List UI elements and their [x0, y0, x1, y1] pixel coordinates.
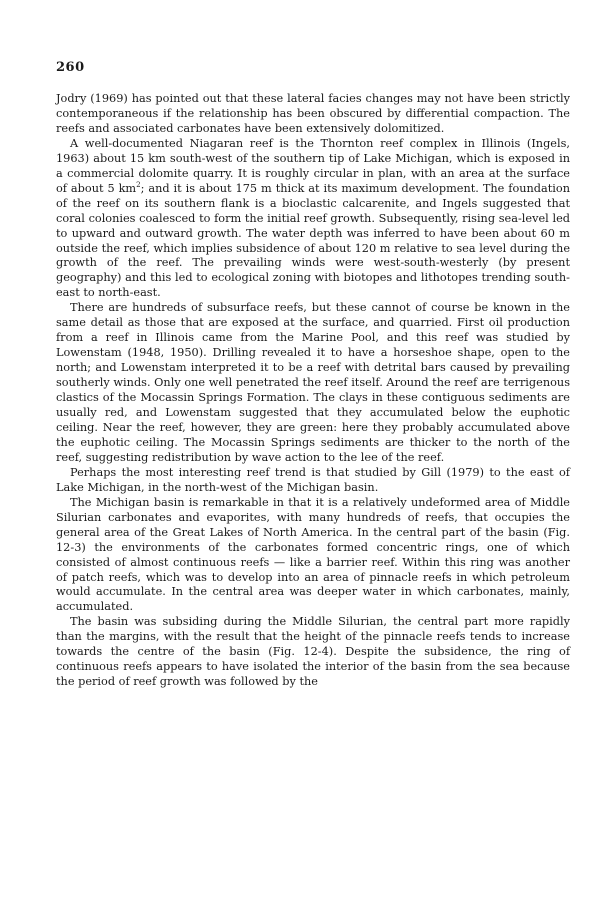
- paragraph-basin-subsidence: The basin was subsiding during the Middle Silurian, the central part more rapidly than the margins, with the result that the height of the pinnacle reefs tends to increase towards the centre of the basin (Fig. 12-4). Despite the subsidence, the ring of continuous reefs appears to have isolated the interior of the basin from the sea because the period of reef growth was followed by the: [56, 615, 570, 689]
- page-number: 260: [56, 60, 85, 75]
- paragraph-thornton-text-b: ; and it is about 175 m thick at its maximum development. The foundation of the reef on its southern flank is a bioclastic calcarenite, and Ingels suggested that coral colonies coalesced to form the initial reef growth. Subsequently, rising sea-level led to upward and outward growth. The water depth was inferred to have been about 60 m outside the reef, which implies subsidence of about 120 m relative to sea level during the growth of the reef. The prevailing winds were west-south-westerly (by present geography) and this led to ecological zoning with biotopes and lithotopes trending south-east to north-east.: [56, 181, 570, 300]
- body-text: [56, 92, 570, 690]
- paragraph-thornton-reef: [56, 137, 570, 301]
- superscript-two: 2: [136, 180, 141, 189]
- paragraph-subsurface-reefs: There are hundreds of subsurface reefs, but these cannot of course be known in the same detail as those that are exposed at the surface, and quarried. First oil production from a reef in Illinois came from the Marine Pool, and this reef was studied by Lowenstam (1948, 1950). Drilling revealed it to have a horseshoe shape, open to the north; and Lowenstam interpreted it to be a reef with detrital bars caused by prevailing southerly winds. Only one well penetrated the reef itself. Around the reef are terrigenous clastics of the Mocassin Springs Formation. The clays in these contiguous sediments are usually red, and Lowenstam suggested that they accumulated below the euphotic ceiling. Near the reef, however, they are green: here they probably accumulated above the euphotic ceiling. The Mocassin Springs sediments are thicker to the north of the reef, suggesting redistribution by wave action to the lee of the reef.: [56, 301, 570, 464]
- paragraph-jodry: Jodry (1969) has pointed out that these lateral facies changes may not have been strictly contemporaneous if the relationship has been obscured by differential compaction. The reefs and associated carbonates have been extensively dolomitized.: [56, 92, 570, 135]
- paragraph-thornton-text-a: A well-documented Niagaran reef is the Thornton reef complex in Illinois (Ingels, 1963) about 15 km south-west of the southern tip of Lake Michigan, which is exposed in a commercial dolomite quarry. It is roughly circular in plan, with an area at the surface of about 5 km: [56, 136, 570, 195]
- paragraph-gill-reef-trend: Perhaps the most interesting reef trend is that studied by Gill (1979) to the east of Lake Michigan, in the north-west of the Michigan basin.: [56, 465, 570, 494]
- paragraph-michigan-basin: The Michigan basin is remarkable in that it is a relatively undeformed area of Middle Silurian carbonates and evaporites, with many hundreds of reefs, that occupies the general area of the Great Lakes of North America. In the central part of the basin (Fig. 12-3) the environments of the carbonates formed concentric rings, one of which consisted of almost continuous reefs — like a barrier reef. Within this ring was another of patch reefs, which was to develop into an area of pinnacle reefs in which petroleum would accumulate. In the central area was deeper water in which carbonates, mainly, accumulated.: [56, 495, 570, 614]
